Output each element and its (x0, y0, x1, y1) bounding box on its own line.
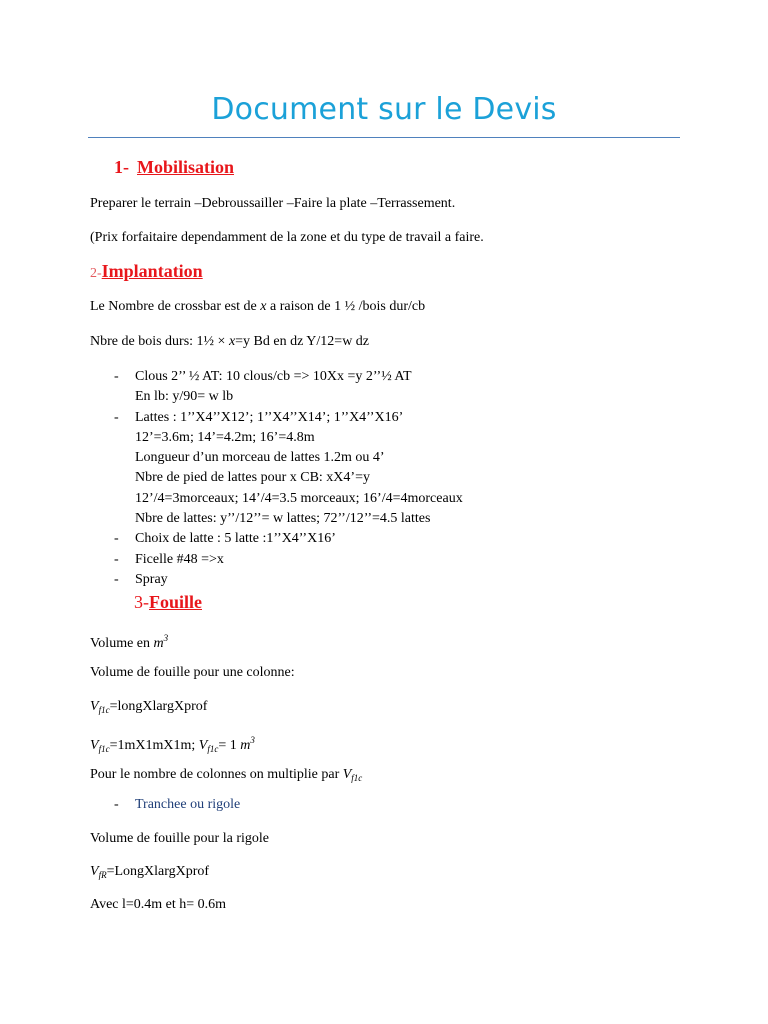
rigole-line: Volume de fouille pour la rigole (90, 831, 269, 846)
list-item: - Choix de latte : 5 latte :1’’X4’’X16’ (114, 531, 336, 547)
colonne-line: Volume de fouille pour une colonne: (90, 665, 295, 680)
section-heading-implantation (90, 261, 203, 282)
multiplie-line: Pour le nombre de colonnes on multiplie par $V_{f1c}$ (90, 767, 363, 783)
section-label: Fouille (149, 592, 202, 612)
list-item: Longueur d’un morceau de lattes 1.2m ou 4’ (135, 450, 385, 466)
section-number: 2- (90, 266, 102, 281)
volume-unit-line: Volume en $m^3$ (90, 633, 169, 651)
bois-durs-line: Nbre de bois durs: 1½ × x=y Bd en dz Y/12=w dz (90, 334, 370, 349)
section-heading-fouille (134, 592, 202, 613)
crossbar-line: Le Nombre de crossbar est de x a raison de 1 ½ /bois dur/cb (90, 299, 426, 314)
mobilisation-line-1: Preparer le terrain –Debroussailler –Faire la plate –Terrassement. (90, 196, 456, 211)
document-title: Document sur le Devis (211, 92, 557, 127)
title-divider (88, 137, 680, 138)
list-item: Nbre de lattes: y’’/12’’= w lattes; 72’’/12’’=4.5 lattes (135, 511, 431, 527)
section-label: Mobilisation (137, 157, 235, 177)
mobilisation-line-2: (Prix forfaitaire dependamment de la zone et du type de travail a faire. (90, 230, 484, 245)
list-item: - Clous 2’’ ½ AT: 10 clous/cb => 10Xx =y 2’’½ AT (114, 369, 412, 384)
tranchee-item: - Tranchee ou rigole (114, 797, 241, 812)
list-item: - Spray (114, 571, 168, 587)
formula-line-1: $V_{f1c}=longXlargXprof$ (90, 699, 208, 715)
list-item: 12’=3.6m; 14’=4.2m; 16’=4.8m (135, 429, 315, 445)
formula-line-2: $V_{f1c}=1mX1mX1m$; $V_{f1c}= 1$ $m^3$ (90, 735, 255, 754)
list-item: En lb: y/90= w lb (135, 389, 234, 405)
section-heading-mobilisation (114, 157, 234, 178)
section-label: Implantation (101, 261, 203, 281)
list-item: Nbre de pied de lattes pour x CB: xX4’=y (135, 470, 370, 486)
implantation-list (114, 367, 463, 590)
avec-line: Avec l=0.4m et h= 0.6m (90, 897, 227, 912)
section-number: 1- (114, 157, 129, 177)
list-item: - Ficelle #48 =>x (114, 551, 224, 567)
list-item: 12’/4=3morceaux; 14’/4=3.5 morceaux; 16’/4=4morceaux (135, 490, 463, 506)
section-number: 3- (134, 592, 149, 612)
list-item: - Lattes : 1’’X4’’X12’; 1’’X4’’X14’; 1’’X4’’X16’ (114, 409, 404, 425)
formula-line-3: $V_{fR}=LongXlargXprof$ (90, 864, 210, 880)
